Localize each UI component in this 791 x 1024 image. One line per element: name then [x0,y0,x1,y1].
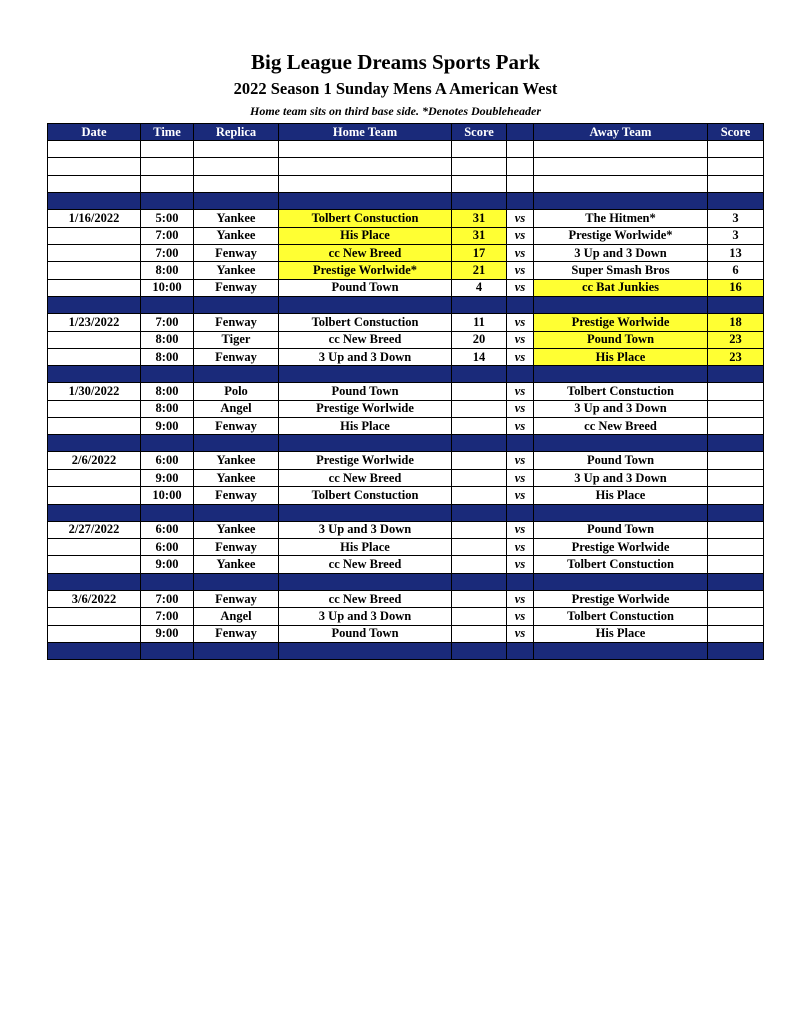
home-team-cell: Prestige Worlwide [279,400,452,417]
time-cell: 7:00 [141,227,194,244]
home-team-cell: cc New Breed [279,469,452,486]
away-team-cell: Prestige Worlwide* [534,227,708,244]
blank-cell [507,297,534,314]
table-row [48,487,764,504]
blank-cell [48,158,141,175]
home-team-cell: Pound Town [279,625,452,642]
blank-cell [141,573,194,590]
vs-cell: vs [507,383,534,400]
date-cell [48,400,141,417]
col-header-home-score: Score [452,124,507,141]
home-team-cell: Tolbert Constuction [279,487,452,504]
table-row [48,625,764,642]
separator-row [48,435,764,452]
time-cell: 5:00 [141,210,194,227]
blank-cell [534,141,708,158]
blank-cell [48,366,141,383]
blank-cell [279,573,452,590]
away-team-cell: Pound Town [534,331,708,348]
away-team-cell: Super Smash Bros [534,262,708,279]
table-row [48,331,764,348]
home-score-cell [452,469,507,486]
blank-cell [708,504,764,521]
time-cell: 8:00 [141,348,194,365]
replica-cell: Fenway [194,314,279,331]
blank-cell [452,504,507,521]
blank-cell [194,504,279,521]
replica-cell: Yankee [194,469,279,486]
table-row [48,383,764,400]
time-cell: 6:00 [141,521,194,538]
home-score-cell: 4 [452,279,507,296]
away-score-cell [708,556,764,573]
away-score-cell: 3 [708,210,764,227]
blank-cell [507,573,534,590]
blank-cell [194,193,279,210]
away-team-cell: Tolbert Constuction [534,383,708,400]
empty-row [48,175,764,192]
blank-cell [452,573,507,590]
vs-cell: vs [507,418,534,435]
blank-cell [194,573,279,590]
away-team-cell: Tolbert Constuction [534,608,708,625]
blank-cell [708,297,764,314]
away-score-cell [708,521,764,538]
page-subtitle: 2022 Season 1 Sunday Mens A American West [233,79,558,98]
separator-row [48,297,764,314]
time-cell: 10:00 [141,487,194,504]
blank-cell [48,573,141,590]
home-score-cell: 21 [452,262,507,279]
blank-cell [708,193,764,210]
blank-cell [141,193,194,210]
home-team-cell: cc New Breed [279,590,452,607]
home-team-cell: Pound Town [279,383,452,400]
away-team-cell: His Place [534,487,708,504]
blank-cell [507,366,534,383]
blank-cell [708,435,764,452]
date-cell [48,487,141,504]
date-cell [48,279,141,296]
schedule-table [47,123,764,660]
blank-cell [141,175,194,192]
blank-cell [534,366,708,383]
blank-cell [194,642,279,659]
vs-cell: vs [507,227,534,244]
table-row [48,400,764,417]
vs-cell: vs [507,210,534,227]
blank-cell [708,573,764,590]
away-score-cell [708,590,764,607]
date-cell: 1/16/2022 [48,210,141,227]
vs-cell: vs [507,452,534,469]
replica-cell: Fenway [194,244,279,261]
home-score-cell [452,608,507,625]
away-score-cell [708,383,764,400]
away-score-cell: 6 [708,262,764,279]
table-row [48,244,764,261]
separator-row [48,193,764,210]
date-cell: 2/27/2022 [48,521,141,538]
vs-cell: vs [507,262,534,279]
away-team-cell: Prestige Worlwide [534,590,708,607]
blank-cell [507,193,534,210]
away-score-cell: 23 [708,348,764,365]
vs-cell: vs [507,244,534,261]
table-row [48,279,764,296]
time-cell: 9:00 [141,556,194,573]
table-row [48,262,764,279]
home-team-cell: 3 Up and 3 Down [279,348,452,365]
time-cell: 8:00 [141,383,194,400]
blank-cell [279,435,452,452]
table-row [48,521,764,538]
home-score-cell [452,383,507,400]
away-score-cell: 23 [708,331,764,348]
blank-cell [141,158,194,175]
date-cell [48,348,141,365]
vs-cell: vs [507,556,534,573]
home-team-cell: His Place [279,418,452,435]
away-score-cell [708,469,764,486]
home-score-cell: 17 [452,244,507,261]
blank-cell [507,175,534,192]
away-score-cell: 18 [708,314,764,331]
table-row [48,539,764,556]
separator-row [48,642,764,659]
vs-cell: vs [507,521,534,538]
page-title: Big League Dreams Sports Park [251,50,540,74]
home-score-cell: 11 [452,314,507,331]
table-header-row [48,124,764,141]
table-row [48,314,764,331]
home-team-cell: Tolbert Constuction [279,314,452,331]
time-cell: 9:00 [141,469,194,486]
away-team-cell: Tolbert Constuction [534,556,708,573]
replica-cell: Polo [194,383,279,400]
blank-cell [279,141,452,158]
date-cell [48,331,141,348]
blank-cell [708,175,764,192]
away-score-cell [708,487,764,504]
time-cell: 8:00 [141,262,194,279]
blank-cell [48,175,141,192]
col-header-vs [507,124,534,141]
blank-cell [507,158,534,175]
time-cell: 6:00 [141,539,194,556]
blank-cell [279,193,452,210]
empty-row [48,158,764,175]
away-score-cell [708,539,764,556]
away-team-cell: Pound Town [534,521,708,538]
blank-cell [279,175,452,192]
date-cell: 1/30/2022 [48,383,141,400]
vs-cell: vs [507,348,534,365]
blank-cell [194,175,279,192]
time-cell: 7:00 [141,314,194,331]
replica-cell: Fenway [194,418,279,435]
home-team-cell: cc New Breed [279,244,452,261]
time-cell: 8:00 [141,331,194,348]
vs-cell: vs [507,400,534,417]
col-header-time: Time [141,124,194,141]
blank-cell [279,366,452,383]
table-row [48,590,764,607]
table-row [48,418,764,435]
table-row [48,348,764,365]
time-cell: 6:00 [141,452,194,469]
home-score-cell: 20 [452,331,507,348]
replica-cell: Fenway [194,487,279,504]
blank-cell [452,193,507,210]
date-cell [48,556,141,573]
home-team-cell: Pound Town [279,279,452,296]
away-score-cell: 13 [708,244,764,261]
blank-cell [141,435,194,452]
time-cell: 7:00 [141,608,194,625]
home-team-cell: Prestige Worlwide* [279,262,452,279]
home-score-cell [452,452,507,469]
replica-cell: Yankee [194,452,279,469]
replica-cell: Fenway [194,279,279,296]
time-cell: 9:00 [141,625,194,642]
col-header-home-team: Home Team [279,124,452,141]
blank-cell [194,435,279,452]
date-cell [48,625,141,642]
home-score-cell [452,590,507,607]
blank-cell [452,366,507,383]
home-team-cell: cc New Breed [279,556,452,573]
vs-cell: vs [507,625,534,642]
home-team-cell: Tolbert Constuction [279,210,452,227]
away-team-cell: Pound Town [534,452,708,469]
away-team-cell: cc New Breed [534,418,708,435]
blank-cell [507,642,534,659]
blank-cell [708,642,764,659]
date-cell: 3/6/2022 [48,590,141,607]
blank-cell [141,504,194,521]
col-header-replica: Replica [194,124,279,141]
home-team-cell: 3 Up and 3 Down [279,608,452,625]
time-cell: 10:00 [141,279,194,296]
replica-cell: Fenway [194,625,279,642]
away-team-cell: 3 Up and 3 Down [534,469,708,486]
blank-cell [48,504,141,521]
blank-cell [534,193,708,210]
away-team-cell: 3 Up and 3 Down [534,400,708,417]
blank-cell [534,435,708,452]
away-score-cell [708,400,764,417]
blank-cell [141,642,194,659]
col-header-date: Date [48,124,141,141]
blank-cell [452,141,507,158]
away-team-cell: His Place [534,625,708,642]
blank-cell [534,175,708,192]
date-cell [48,227,141,244]
table-row [48,227,764,244]
table-row [48,452,764,469]
blank-cell [48,435,141,452]
blank-cell [141,297,194,314]
blank-cell [194,366,279,383]
blank-cell [279,297,452,314]
vs-cell: vs [507,314,534,331]
date-cell [48,244,141,261]
blank-cell [452,297,507,314]
replica-cell: Angel [194,608,279,625]
replica-cell: Fenway [194,539,279,556]
blank-cell [534,573,708,590]
vs-cell: vs [507,590,534,607]
col-header-away-team: Away Team [534,124,708,141]
vs-cell: vs [507,539,534,556]
away-score-cell [708,625,764,642]
home-team-cell: 3 Up and 3 Down [279,521,452,538]
away-team-cell: 3 Up and 3 Down [534,244,708,261]
replica-cell: Yankee [194,210,279,227]
away-score-cell [708,608,764,625]
blank-cell [507,504,534,521]
blank-cell [534,504,708,521]
vs-cell: vs [507,279,534,296]
home-team-cell: cc New Breed [279,331,452,348]
date-cell [48,262,141,279]
date-cell [48,418,141,435]
replica-cell: Yankee [194,521,279,538]
date-cell [48,469,141,486]
blank-cell [194,158,279,175]
home-score-cell [452,556,507,573]
blank-cell [48,642,141,659]
away-team-cell: Prestige Worlwide [534,314,708,331]
away-team-cell: cc Bat Junkies [534,279,708,296]
away-team-cell: His Place [534,348,708,365]
date-cell: 1/23/2022 [48,314,141,331]
blank-cell [452,175,507,192]
away-score-cell: 3 [708,227,764,244]
blank-cell [48,297,141,314]
blank-cell [534,642,708,659]
blank-cell [48,141,141,158]
blank-cell [708,158,764,175]
home-score-cell [452,521,507,538]
blank-cell [452,435,507,452]
table-row [48,210,764,227]
vs-cell: vs [507,487,534,504]
date-cell [48,539,141,556]
home-score-cell: 31 [452,210,507,227]
home-score-cell [452,487,507,504]
blank-cell [279,504,452,521]
blank-cell [279,158,452,175]
replica-cell: Tiger [194,331,279,348]
away-score-cell: 16 [708,279,764,296]
home-score-cell: 14 [452,348,507,365]
away-team-cell: The Hitmen* [534,210,708,227]
table-row [48,608,764,625]
schedule-body [48,141,764,660]
col-header-away-score: Score [708,124,764,141]
blank-cell [708,366,764,383]
separator-row [48,504,764,521]
home-score-cell [452,625,507,642]
vs-cell: vs [507,608,534,625]
home-score-cell: 31 [452,227,507,244]
home-team-cell: His Place [279,227,452,244]
home-score-cell [452,400,507,417]
blank-cell [141,141,194,158]
blank-cell [194,297,279,314]
replica-cell: Angel [194,400,279,417]
blank-cell [141,366,194,383]
replica-cell: Yankee [194,262,279,279]
blank-cell [279,642,452,659]
time-cell: 7:00 [141,244,194,261]
blank-cell [534,158,708,175]
replica-cell: Yankee [194,227,279,244]
blank-cell [452,158,507,175]
blank-cell [452,642,507,659]
blank-cell [507,141,534,158]
replica-cell: Yankee [194,556,279,573]
blank-cell [48,193,141,210]
home-team-cell: Prestige Worlwide [279,452,452,469]
page-note: Home team sits on third base side. *Denotes Doubleheader [250,104,541,118]
blank-cell [708,141,764,158]
away-score-cell [708,418,764,435]
empty-row [48,141,764,158]
replica-cell: Fenway [194,590,279,607]
date-cell: 2/6/2022 [48,452,141,469]
home-team-cell: His Place [279,539,452,556]
away-score-cell [708,452,764,469]
separator-row [48,573,764,590]
time-cell: 7:00 [141,590,194,607]
vs-cell: vs [507,331,534,348]
blank-cell [194,141,279,158]
home-score-cell [452,418,507,435]
separator-row [48,366,764,383]
time-cell: 8:00 [141,400,194,417]
date-cell [48,608,141,625]
table-row [48,469,764,486]
away-team-cell: Prestige Worlwide [534,539,708,556]
vs-cell: vs [507,469,534,486]
table-row [48,556,764,573]
replica-cell: Fenway [194,348,279,365]
time-cell: 9:00 [141,418,194,435]
home-score-cell [452,539,507,556]
blank-cell [507,435,534,452]
blank-cell [534,297,708,314]
